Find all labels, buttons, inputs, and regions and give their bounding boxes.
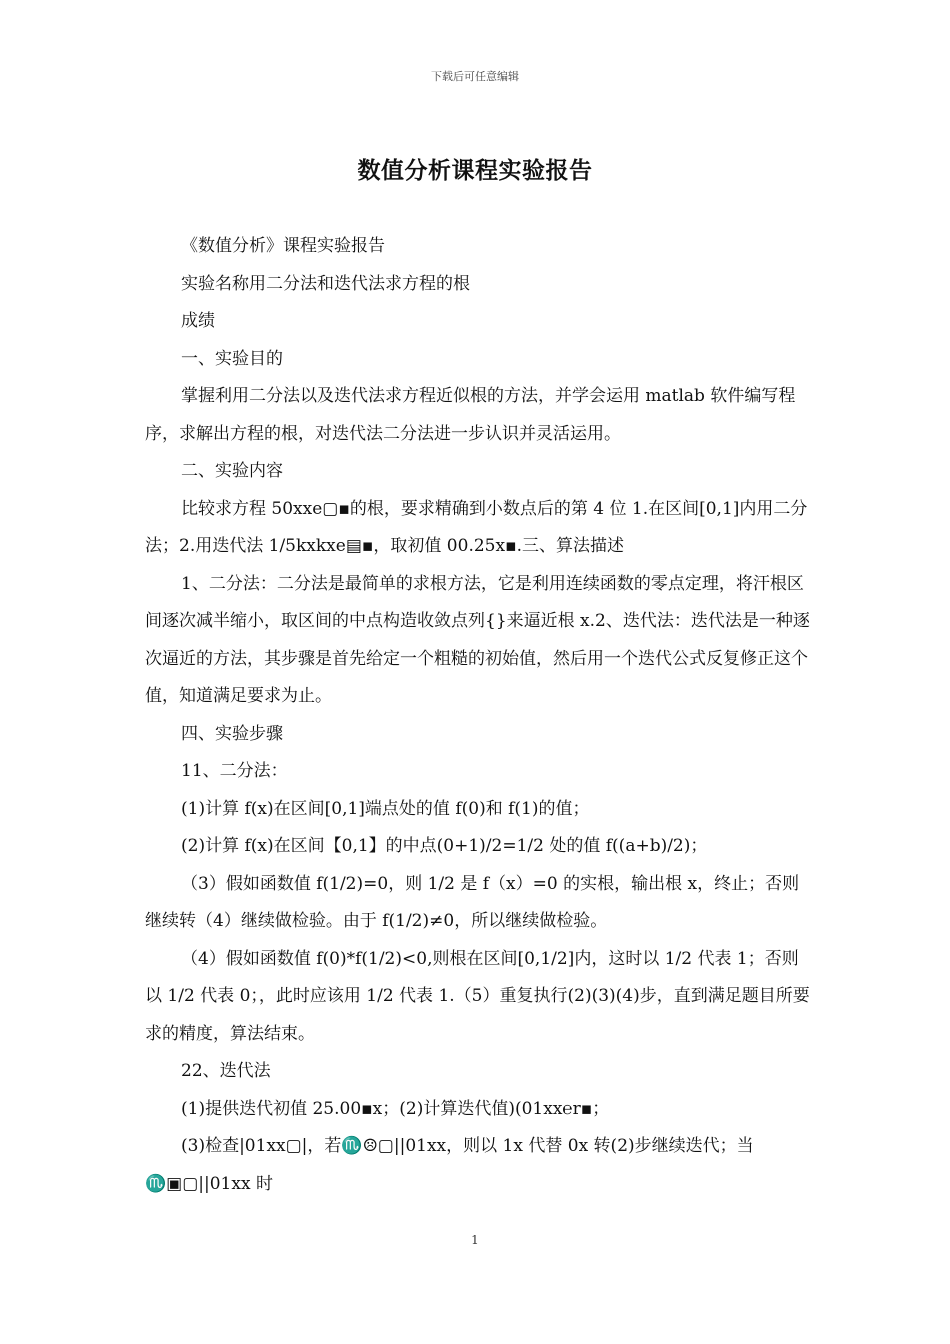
document-title: 数值分析课程实验报告 (357, 158, 593, 184)
paragraph-step-3: （3）假如函数值 f(1/2)=0，则 1/2 是 f（x）=0 的实根，输出根 x，终止；否则继续转（4）继续做检验。由于 f(1/2)≠0，所以继续做检验。 (145, 873, 800, 931)
paragraph-step-2: (2)计算 f(x)在区间【0,1】的中点(0+1)/2=1/2 处的值 f((a+b)/2)； (181, 836, 708, 856)
page-number: 1 (471, 1233, 479, 1247)
document-body (145, 228, 810, 1203)
paragraph-algorithm: 1、二分法：二分法是最简单的求根方法，它是利用连续函数的零点定理，将汗根区间逐次减半缩小，取区间的中点构造收敛点列{}来逼近根 x.2、迭代法：迭代法是一种逐次逼近的方法，其步骤是首先给定一个粗糙的初始值，然后用一个迭代公式反复修正这个值，知道满足要求为止。 (145, 573, 810, 706)
paragraph-purpose: 掌握利用二分法以及迭代法求方程近似根的方法，并学会运用 matlab 软件编写程序，求解出方程的根，对迭代法二分法进一步认识并灵活运用。 (145, 386, 796, 444)
paragraph-iteration-step-1: (1)提供迭代初值 25.00▪x；(2)计算迭代值)(01xx℮r▪； (181, 1098, 610, 1119)
paragraph-iteration-heading: 22、迭代法 (181, 1061, 271, 1081)
paragraph-step-4: （4）假如函数值 f(0)*f(1/2)<0,则根在区间[0,1/2]内，这时以 1/2 代表 1；否则以 1/2 代表 0；，此时应该用 1/2 代表 1.（5）重复执行(2)(3)(4)步，直到满足题目所要求的精度，算法结束。 (145, 948, 810, 1044)
paragraph-experiment-name: 实验名称用二分法和迭代法求方程的根 (181, 273, 470, 294)
paragraph-iteration-step-3: (3)检查|01xx▢|，若♏☹▢||01xx，则以 1x 代替 0x 转(2)步继续迭代；当♏▣▢||01xx 时 (145, 1136, 754, 1194)
paragraph-content: 比较求方程 50xxe▢▪的根，要求精确到小数点后的第 4 位 1.在区间[0,1]内用二分法；2.用迭代法 1/5kxkxe▤▪，取初值 00.25x▪.三、算法描述 (145, 498, 808, 556)
section-heading-content: 二、实验内容 (181, 461, 283, 481)
paragraph-step-1: (1)计算 f(x)在区间[0,1]端点处的值 f(0)和 f(1)的值； (181, 798, 590, 819)
page-header: 下载后可任意编辑 (431, 70, 519, 83)
section-heading-steps: 四、实验步骤 (181, 723, 283, 744)
section-heading-purpose: 一、实验目的 (181, 348, 283, 369)
paragraph-grade: 成绩 (181, 311, 215, 331)
paragraph-bisection-heading: 11、二分法： (181, 761, 288, 781)
paragraph-report-name: 《数值分析》课程实验报告 (181, 236, 385, 256)
